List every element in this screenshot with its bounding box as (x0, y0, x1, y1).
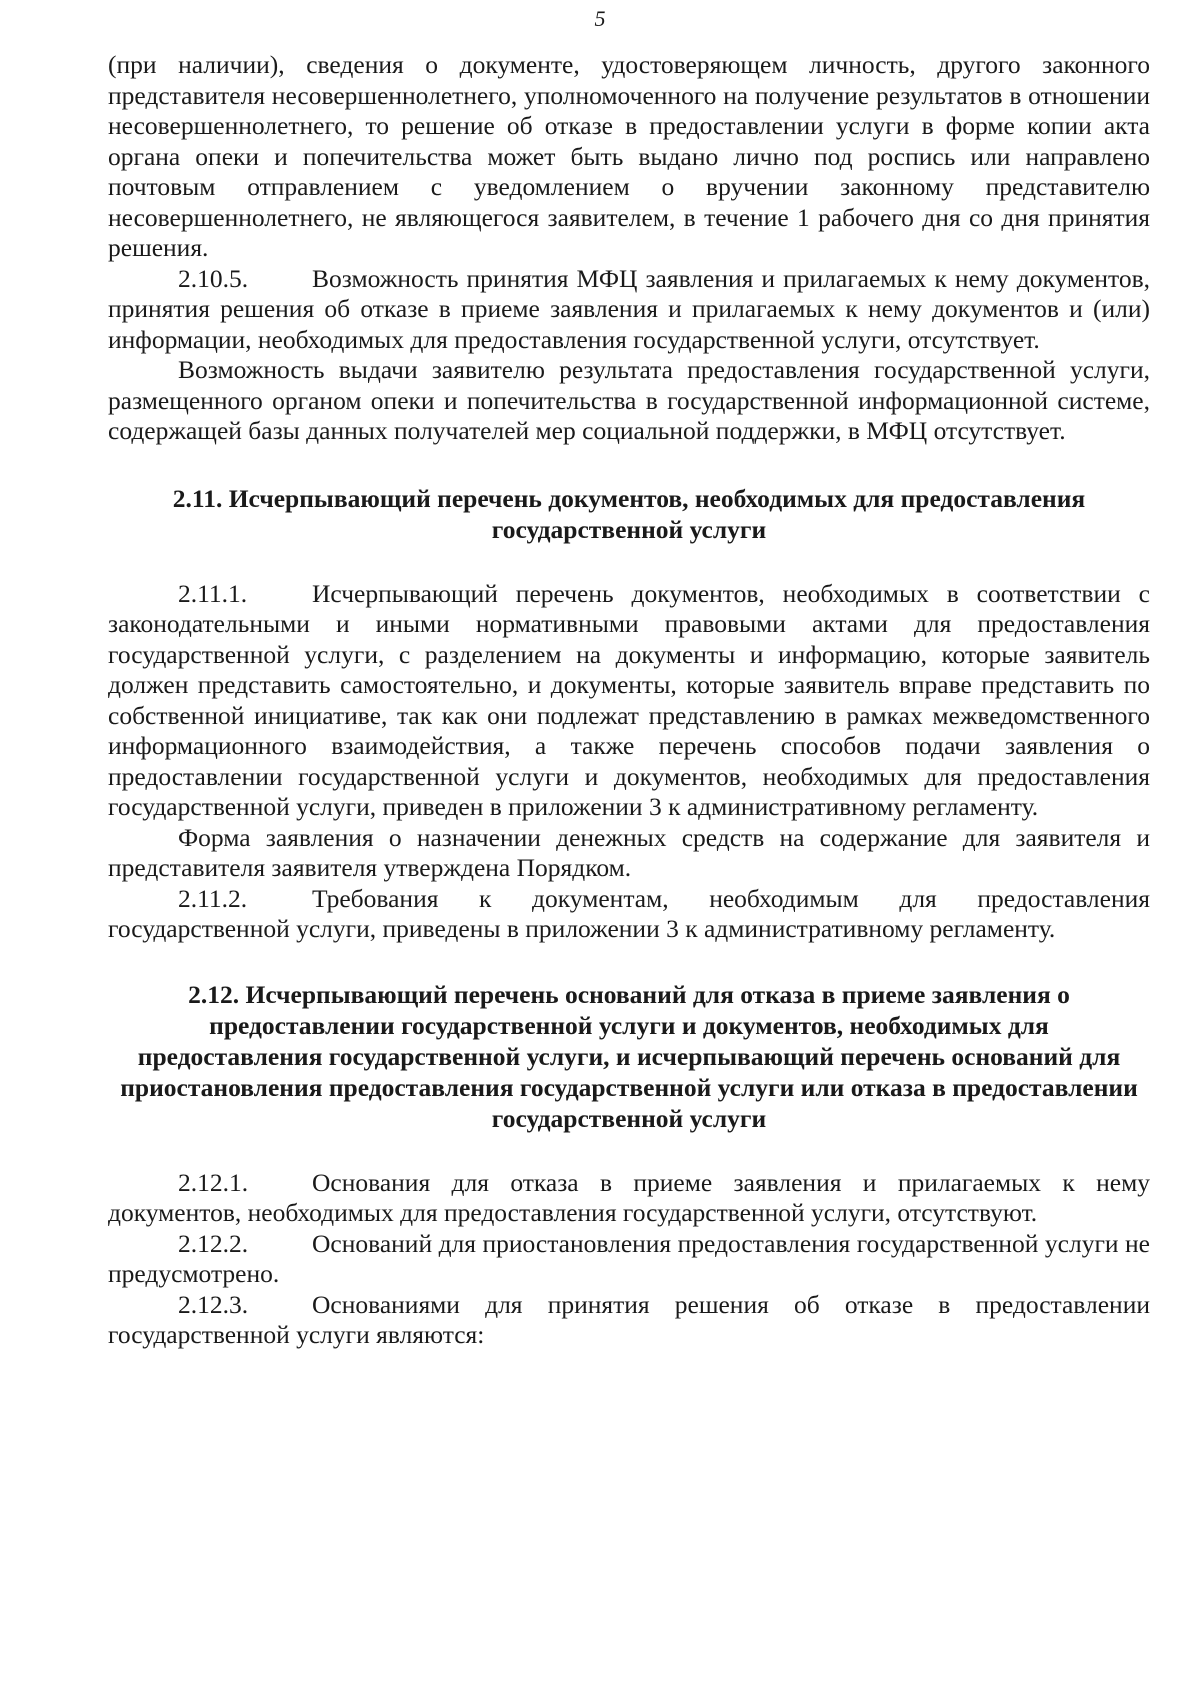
page-number: 5 (594, 6, 606, 31)
paragraph-text: Возможность принятия МФЦ заявления и прилагаемых к нему документов, принятия решения об отказе в приеме заявления и прилагаемых к нему документов и (или) информации, необходимых для предоставления государственной услуги, отсутствует. (108, 263, 1150, 354)
paragraph-number: 2.11.1. (178, 578, 248, 608)
paragraph-result-issue: Возможность выдачи заявителю результата предоставления государственной услуги, размещенного органом опеки и попечительства в государственной информационной системе, содержащей базы данных получателей мер социальной поддержки, в МФЦ отсутствует. (108, 355, 1150, 445)
paragraph-text: Основания для отказа в приеме заявления и прилагаемых к нему документов, необходимых для предоставления государственной услуги, отсутствуют. (108, 1167, 1150, 1227)
paragraph-number: 2.10.5. (178, 263, 249, 293)
paragraph-2-12-3 (108, 1290, 1150, 1351)
paragraph-application-form: Форма заявления о назначении денежных средств на содержание для заявителя и представителя заявителя утверждена Порядком. (108, 822, 1150, 882)
section-heading-2-11: 2.11. Исчерпывающий перечень документов, необходимых для предоставления государственной услуги (172, 483, 1086, 544)
paragraph-2-12-1 (108, 1168, 1150, 1229)
paragraph-number: 2.12.1. (178, 1167, 249, 1197)
paragraph-text: Исчерпывающий перечень документов, необходимых в соответствии с законодательными и иными нормативными правовыми актами для предоставления государственной услуги, с разделением на документы и информацию, которые заявитель должен представить самостоятельно, и документы, которые заявитель вправе представить по собственной инициативе, так как они подлежат представлению в рамках межведомственного информационного взаимодействия, а также перечень способов подачи заявления о предоставлении государственной услуги и документов, необходимых для предоставления государственной услуги, приведен в приложении 3 к административному регламенту. (108, 578, 1150, 821)
paragraph-intro: (при наличии), сведения о документе, удостоверяющем личность, другого законного представителя несовершеннолетнего, уполномоченного на получение результатов в отношении несовершеннолетнего, то решение об отказе в предоставлении услуги в форме копии акта органа опеки и попечительства может быть выдано лично под роспись или направлено почтовым отправлением с уведомлением о вручении законному представителю несовершеннолетнего, не являющегося заявителем, в течение 1 рабочего дня со дня принятия решения. (108, 50, 1150, 262)
paragraph-2-10-5 (108, 264, 1150, 356)
paragraph-2-11-1 (108, 579, 1150, 823)
paragraph-number: 2.11.2. (178, 883, 248, 913)
section-heading-2-12: 2.12. Исчерпывающий перечень оснований для отказа в приеме заявления о предоставлении государственной услуги и документов, необходимых для предоставления государственной услуги, и исчерпывающий перечень оснований для приостановления предоставления государственной услуги или отказа в предоставлении государственной услуги (120, 979, 1138, 1133)
document-body (108, 50, 1150, 1351)
paragraph-2-11-2 (108, 884, 1150, 945)
paragraph-number: 2.12.2. (178, 1228, 249, 1258)
paragraph-text: Основаниями для принятия решения об отказе в предоставлении государственной услуги являются: (108, 1289, 1150, 1349)
paragraph-number: 2.12.3. (178, 1289, 249, 1319)
paragraph-text: Требования к документам, необходимым для предоставления государственной услуги, приведены в приложении 3 к административному регламенту. (108, 883, 1150, 943)
paragraph-2-12-2 (108, 1229, 1150, 1290)
paragraph-text: Оснований для приостановления предоставления государственной услуги не предусмотрено. (108, 1228, 1150, 1288)
